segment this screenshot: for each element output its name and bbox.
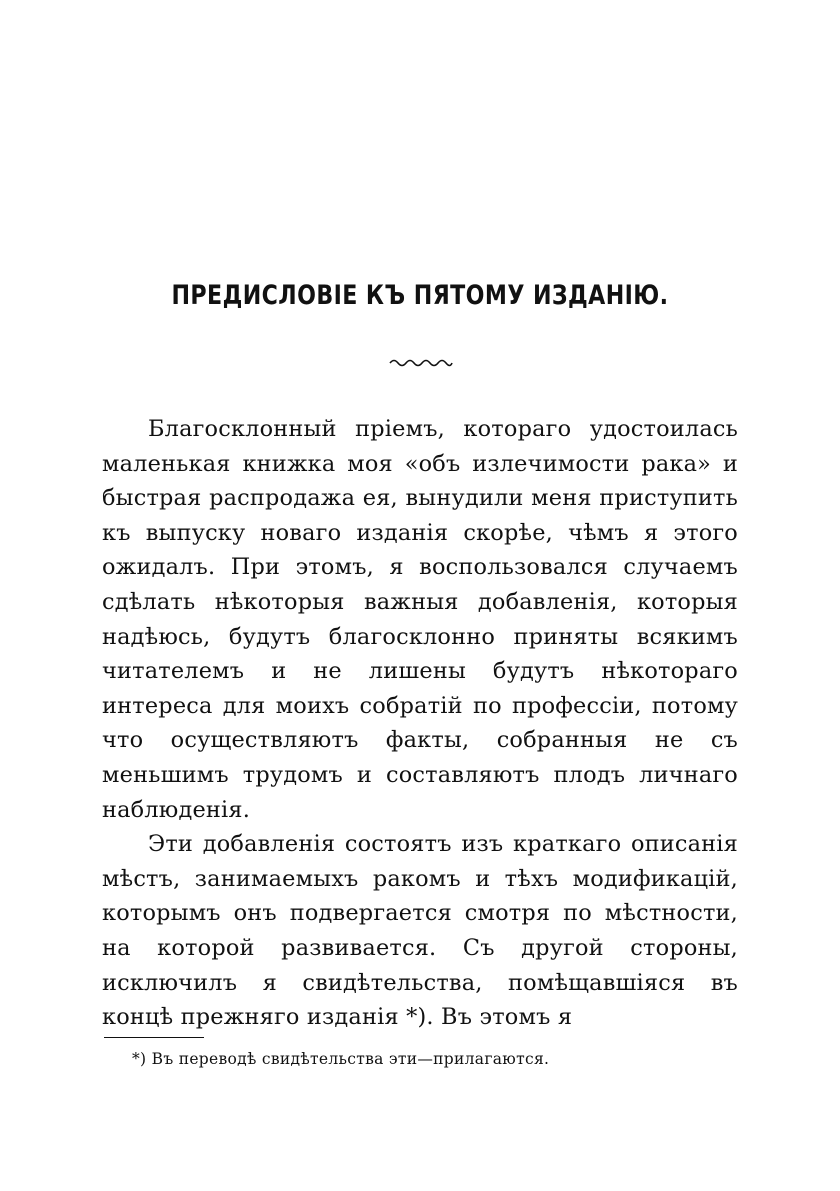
preface-body xyxy=(102,412,738,1035)
paragraph-1: Благосклонный пріемъ, котораго удостоилась маленькая книжка моя «объ излечимости рака» и быстрая распродажа ея, вынудили меня приступить къ выпуску новаго изданія скорѣе, чѣмъ я этого ожидалъ. При этомъ, я воспользовался случаемъ сдѣлать нѣкоторыя важныя добавленія, которыя надѣюсь, будутъ благосклонно приняты всякимъ читателемъ и не лишены будутъ нѣкотораго интереса для моихъ собратій по профессіи, потому что осуществляютъ факты, собранныя не съ меньшимъ трудомъ и составляютъ плодъ личнаго наблюденія. xyxy=(102,416,738,823)
wavy-rule-ornament-icon xyxy=(388,356,454,368)
footnote-divider xyxy=(104,1037,204,1038)
page-title: ПРЕДИСЛОВІЕ КЪ ПЯТОМУ ИЗДАНІЮ. xyxy=(171,280,669,311)
paragraph-2: Эти добавленія состоятъ изъ краткаго описанія мѣстъ, занимаемыхъ ракомъ и тѣхъ модификацій, которымъ онъ подвергается смотря по мѣстности, на которой развивается. Съ другой стороны, исключилъ я свидѣтельства, помѣщавшіяся въ концѣ прежняго изданія *). Въ этомъ я xyxy=(102,831,738,1031)
footnote: *) Въ переводѣ свидѣтельства эти—прилагаются. xyxy=(132,1050,550,1068)
